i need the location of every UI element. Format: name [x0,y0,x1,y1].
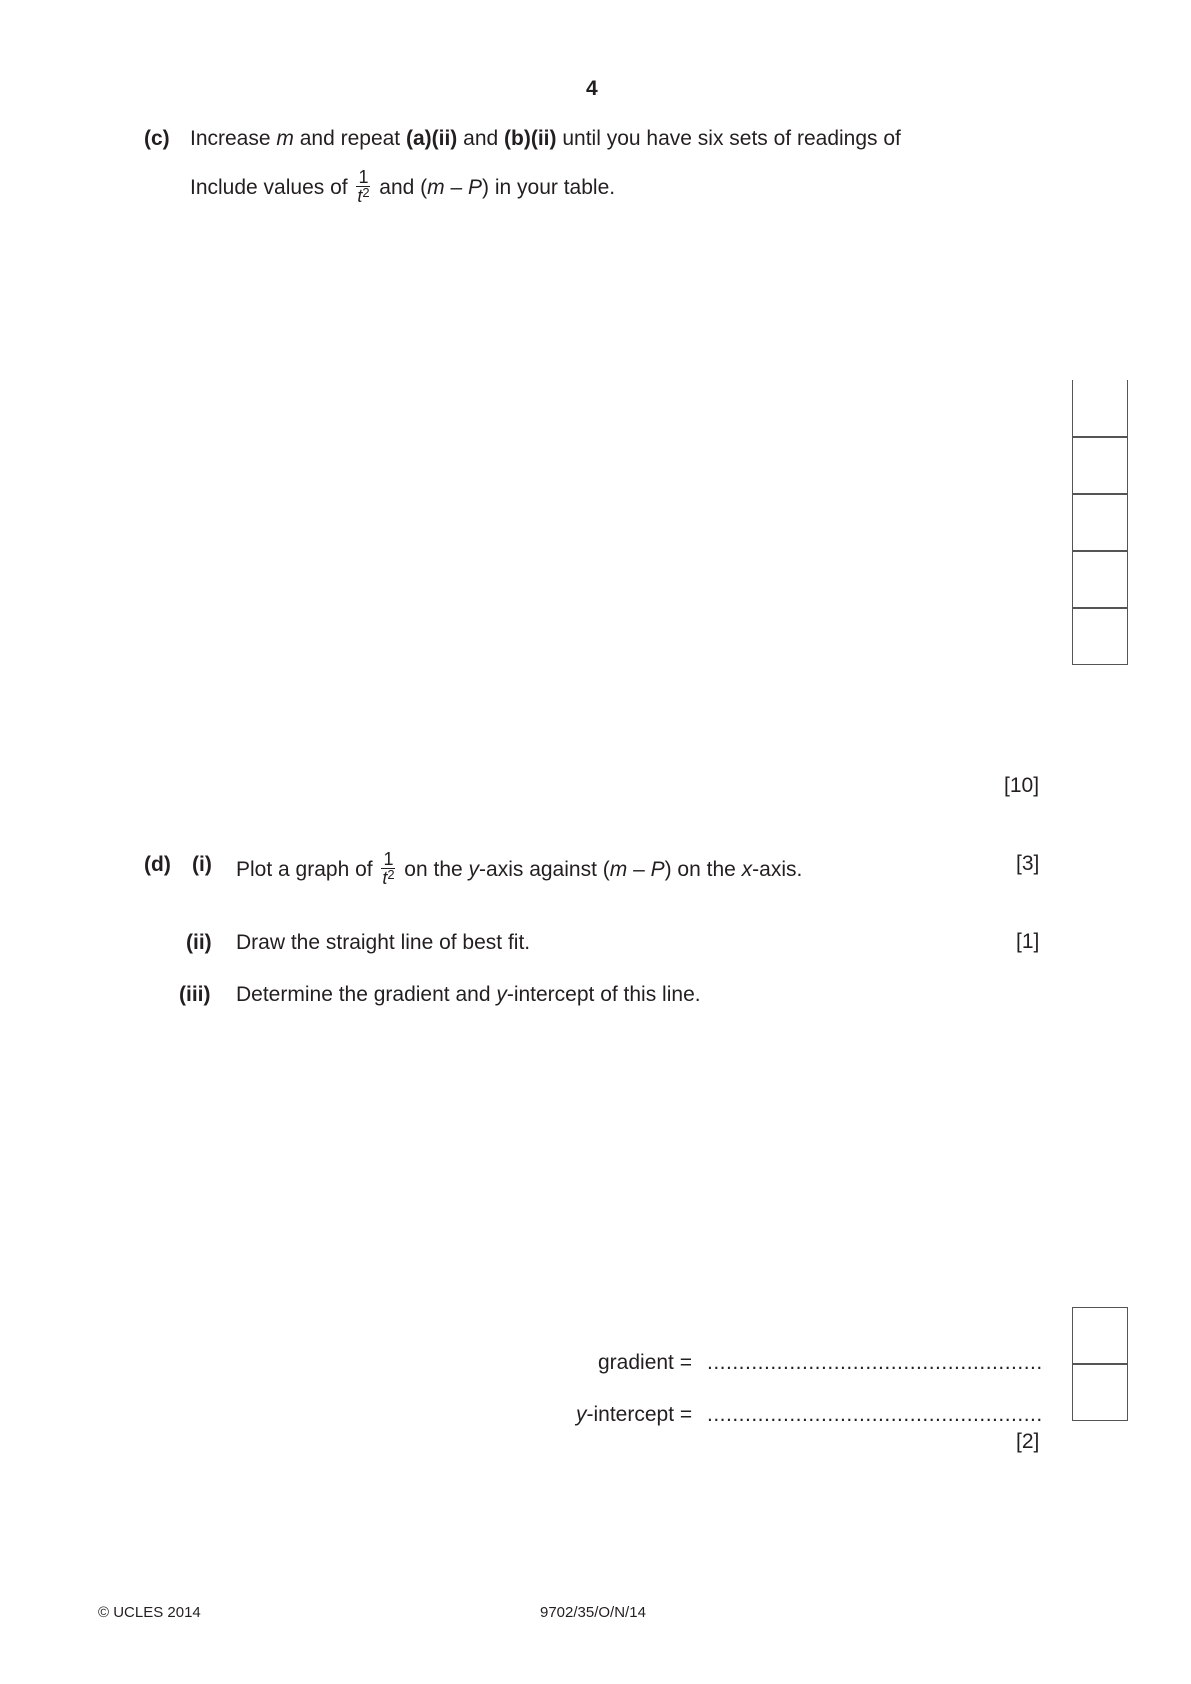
part-c-mark-boxes [1072,380,1128,665]
part-c-label: (c) [144,127,170,150]
part-d-ii-label: (ii) [186,931,212,954]
gradient-label: gradient = [598,1351,692,1374]
part-c-line2: Include values of $\frac{1}{t^2}$ and (m – P) in your table. [190,167,616,206]
part-d-iii-text: Determine the gradient and y-intercept of this line. [236,983,701,1006]
part-d-ii-marks: [1] [1016,930,1040,953]
part-d-i-text: Plot a graph of $\frac{1}{t^2}$ on the y-axis against (m – P) on the x-axis. [236,849,803,888]
footer-copyright: © UCLES 2014 [98,1604,201,1621]
part-c-line1: Increase m and repeat (a)(ii) and (b)(ii) until you have six sets of readings of [190,127,901,150]
part-d-i-marks: [3] [1016,852,1040,875]
part-d-mark-boxes [1072,1307,1128,1421]
page-number: 4 [586,77,598,100]
mark-box [1072,551,1128,608]
y-intercept-answer-line[interactable]: ..................................................... [707,1403,1043,1426]
part-d-iii-label: (iii) [179,983,211,1006]
mark-box [1072,494,1128,551]
mark-box [1072,608,1128,665]
mark-box [1072,1307,1128,1364]
fraction-one-over-t-squared: $\frac{1}{t^2}$ [357,167,370,206]
fraction-one-over-t-squared: $\frac{1}{t^2}$ [382,849,395,888]
mark-box [1072,1364,1128,1421]
part-d-iii-marks: [2] [1016,1430,1040,1453]
part-d-i-label: (i) [192,853,212,876]
part-d-label: (d) [144,853,171,876]
footer-paper-code: 9702/35/O/N/14 [540,1604,646,1621]
part-c-marks: [10] [1004,774,1040,797]
mark-box [1072,437,1128,494]
mark-box [1072,380,1128,437]
part-d-ii-text: Draw the straight line of best fit. [236,931,531,954]
gradient-answer-line[interactable]: ..................................................... [707,1351,1043,1374]
y-intercept-label: y-intercept = [576,1403,693,1426]
